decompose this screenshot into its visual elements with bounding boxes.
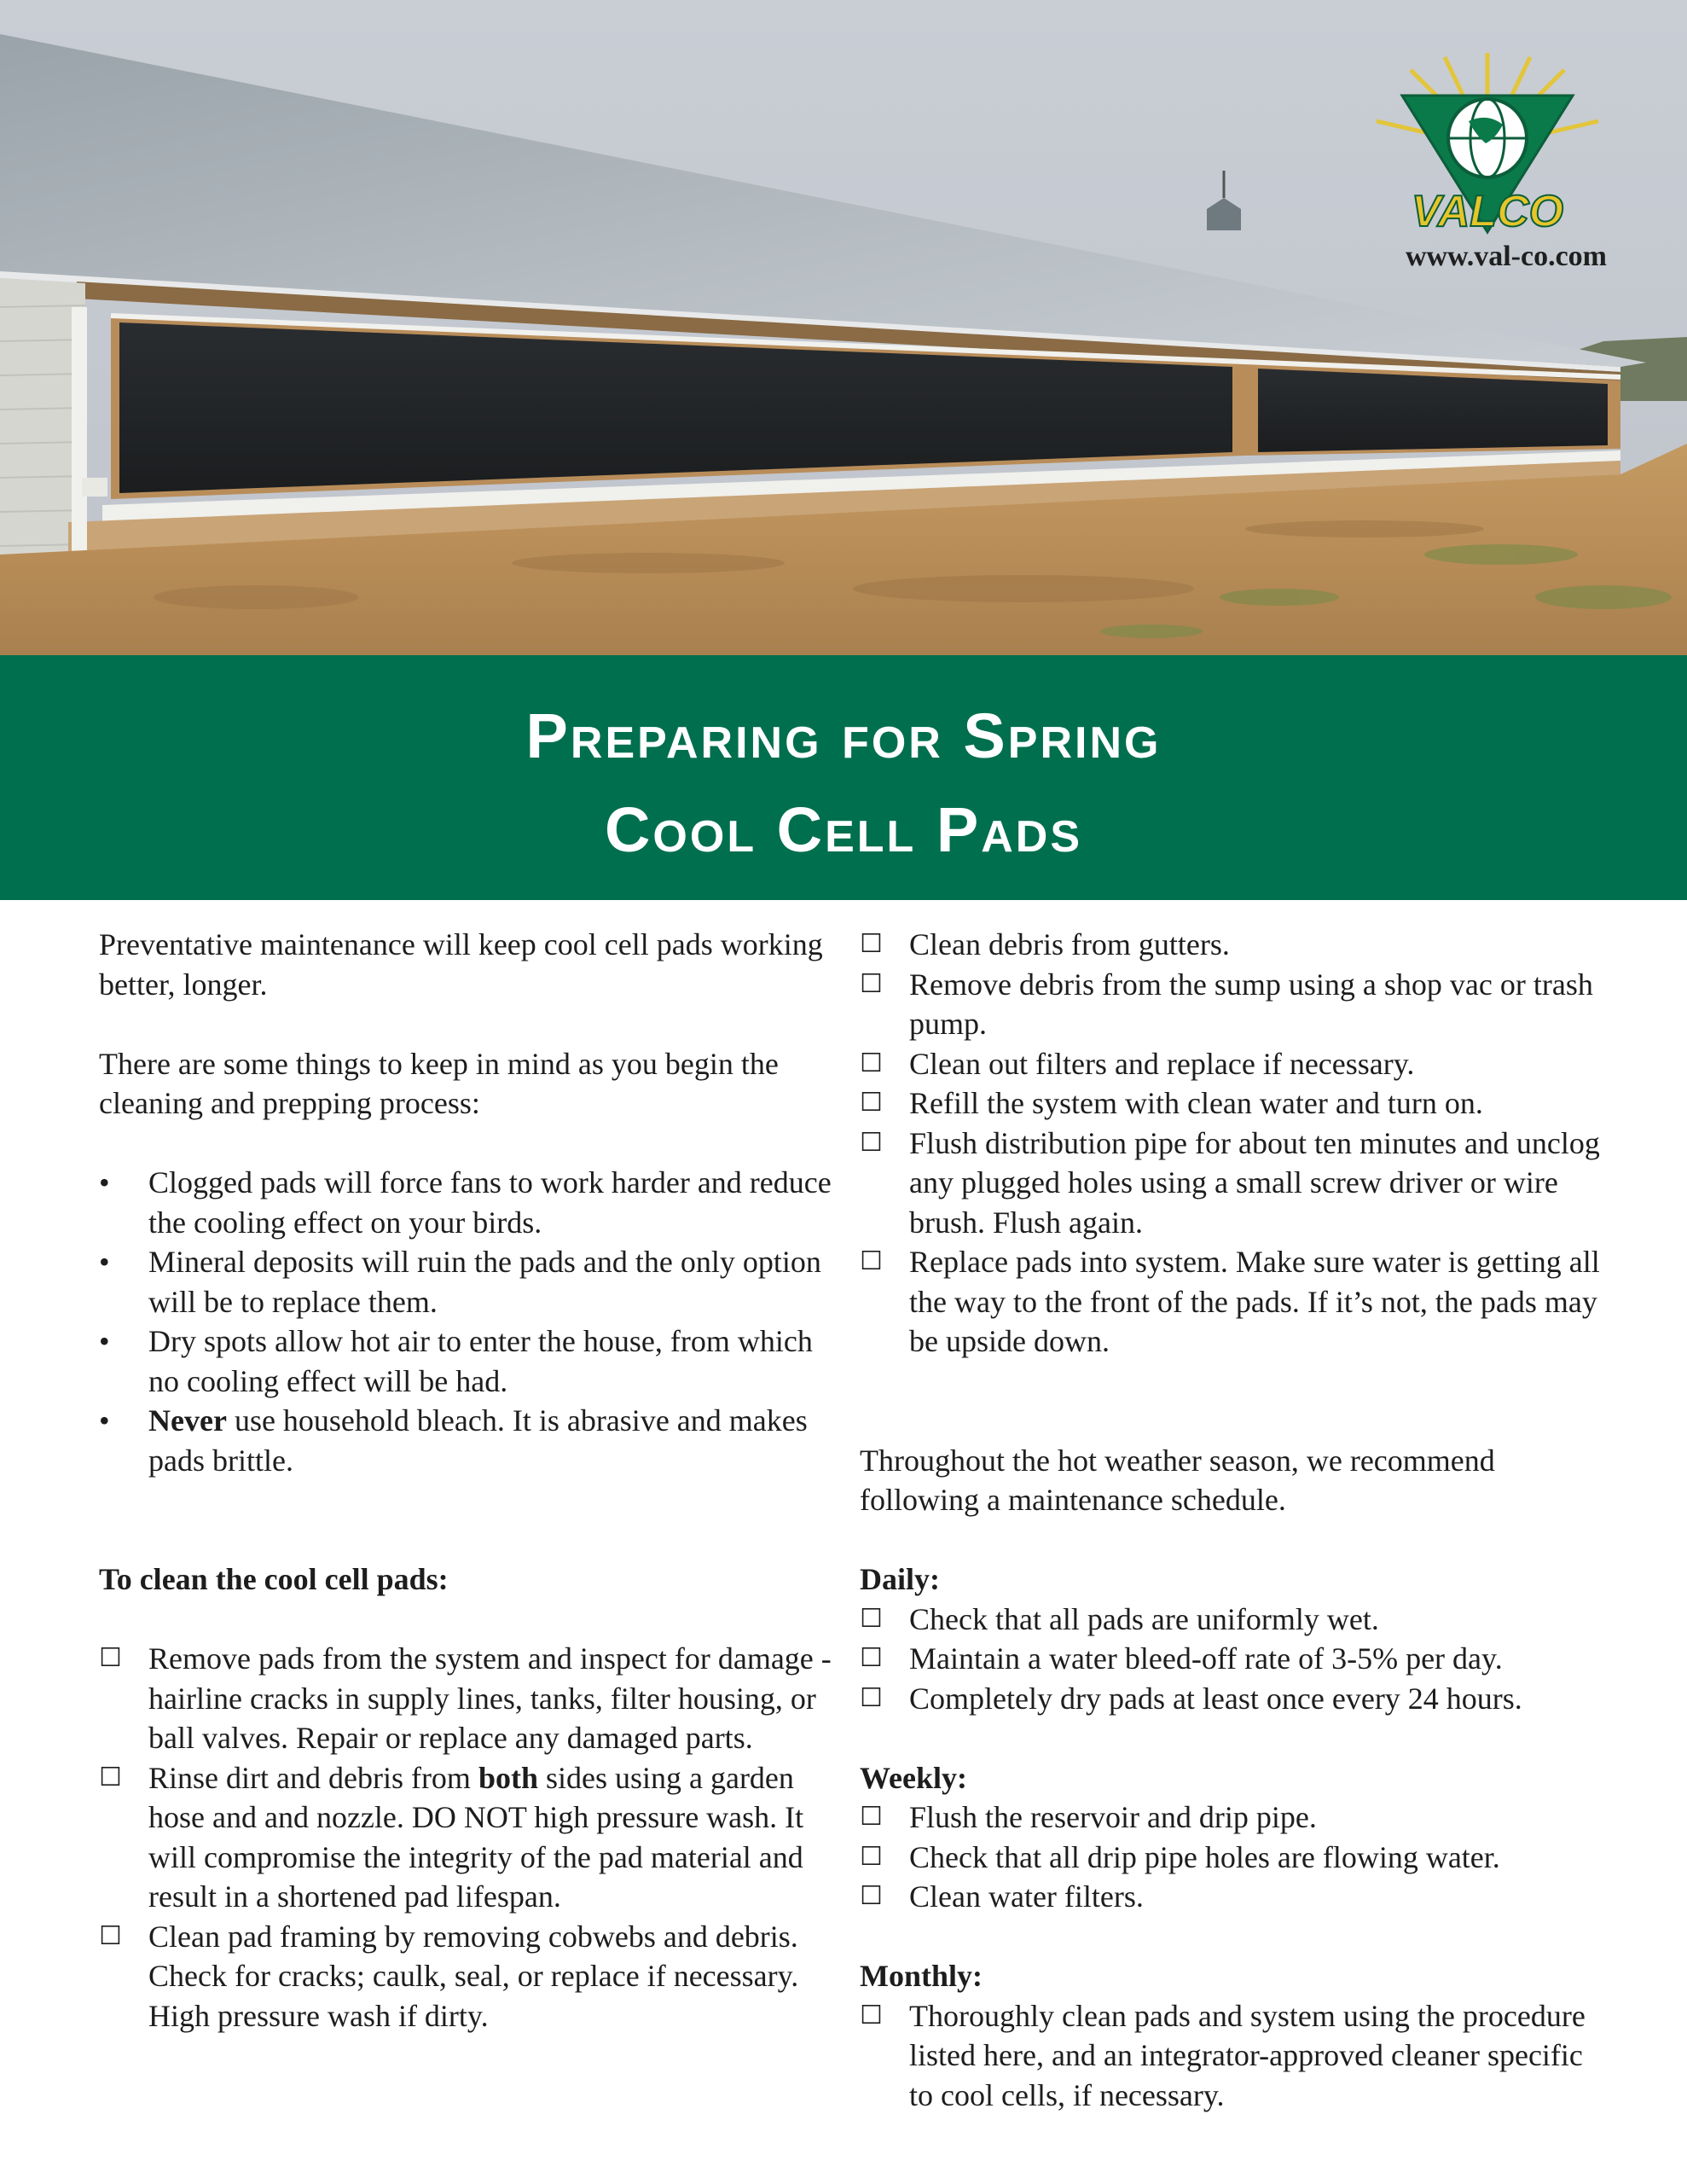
list-item: • Dry spots allow hot air to enter the house, from which no cooling effect will be had. bbox=[99, 1321, 832, 1401]
checkbox-icon: ☐ bbox=[860, 1682, 883, 1713]
bullet-icon: • bbox=[99, 1403, 110, 1438]
checklist-item: ☐ Flush distribution pipe for about ten minutes and unclog any plugged holes using a small screw driver or wire brush. Flush again. bbox=[860, 1124, 1610, 1243]
checkbox-icon: ☐ bbox=[99, 1920, 122, 1951]
checkbox-icon: ☐ bbox=[860, 1643, 883, 1673]
intro-paragraph-2: There are some things to keep in mind as you begin the cleaning and prepping process: bbox=[99, 1046, 779, 1120]
list-item: • Never use household bleach. It is abrasive and makes pads brittle. bbox=[99, 1401, 832, 1480]
checkbox-icon: ☐ bbox=[860, 2000, 883, 2030]
checkbox-icon: ☐ bbox=[99, 1762, 122, 1792]
checklist-item: ☐ Refill the system with clean water and turn on. bbox=[860, 1083, 1610, 1124]
cleaning-steps bbox=[99, 1639, 832, 2036]
daily-list bbox=[860, 1600, 1610, 1719]
checkbox-icon: ☐ bbox=[860, 1802, 883, 1832]
checklist-item: ☐ Thoroughly clean pads and system using the procedure listed here, and an integrator-approved cleaner specific to cool cells, if necessary. bbox=[860, 1996, 1610, 2116]
bullet-icon: • bbox=[99, 1165, 110, 1199]
checkbox-icon: ☐ bbox=[860, 1603, 883, 1634]
checkbox-icon: ☐ bbox=[99, 1643, 122, 1673]
daily-heading: Daily: bbox=[860, 1562, 940, 1596]
left-column bbox=[99, 925, 832, 2036]
checklist-item: ☐ Flush the reservoir and drip pipe. bbox=[860, 1798, 1610, 1838]
page-title-line-1: Preparing for Spring bbox=[525, 700, 1162, 771]
page-title-line-2: Cool Cell Pads bbox=[604, 794, 1082, 865]
logo-wordmark: VALCO bbox=[1411, 187, 1564, 236]
checklist-item: ☐ Rinse dirt and debris from both sides using a garden hose and and nozzle. DO NOT high pressure wash. It will compromise the integrity of the pad material and result in a shortened pad lifespan. bbox=[99, 1758, 832, 1917]
checklist-item: ☐ Remove pads from the system and inspect for damage - hairline cracks in supply lines, tanks, filter housing, or ball valves. Repair or replace any damaged parts. bbox=[99, 1639, 832, 1758]
checkbox-icon: ☐ bbox=[860, 968, 883, 999]
title-band bbox=[0, 655, 1687, 900]
checklist-item: ☐ Clean debris from gutters. bbox=[860, 925, 1610, 965]
weekly-heading: Weekly: bbox=[860, 1760, 967, 1795]
monthly-heading: Monthly: bbox=[860, 1959, 983, 1993]
right-column bbox=[860, 925, 1610, 2115]
website-url: www.val-co.com bbox=[1405, 241, 1607, 272]
checklist-item: ☐ Completely dry pads at least once every 24 hours. bbox=[860, 1679, 1610, 1719]
bullet-icon: • bbox=[99, 1324, 110, 1358]
checklist-item: ☐ Maintain a water bleed-off rate of 3-5% per day. bbox=[860, 1639, 1610, 1679]
cleaning-heading: To clean the cool cell pads: bbox=[99, 1562, 449, 1596]
checklist-item: ☐ Replace pads into system. Make sure water is getting all the way to the front of the pads. If it’s not, the pads may be upside down. bbox=[860, 1242, 1610, 1362]
checklist-item: ☐ Check that all drip pipe holes are flowing water. bbox=[860, 1838, 1610, 1878]
intro-paragraph: Preventative maintenance will keep cool cell pads working better, longer. bbox=[99, 927, 823, 1002]
list-item: • Clogged pads will force fans to work harder and reduce the cooling effect on your birds. bbox=[99, 1163, 832, 1242]
hero-photo bbox=[0, 0, 1687, 655]
checklist-item: ☐ Clean pad framing by removing cobwebs and debris. Check for cracks; caulk, seal, or replace if necessary. High pressure wash if dirty. bbox=[99, 1917, 832, 2036]
checkbox-icon: ☐ bbox=[860, 1881, 883, 1911]
cleaning-steps-continued bbox=[860, 925, 1610, 1362]
checkbox-icon: ☐ bbox=[860, 929, 883, 959]
considerations-list bbox=[99, 1163, 832, 1480]
checkbox-icon: ☐ bbox=[860, 1088, 883, 1118]
checklist-item: ☐ Check that all pads are uniformly wet. bbox=[860, 1600, 1610, 1640]
checkbox-icon: ☐ bbox=[860, 1246, 883, 1276]
checkbox-icon: ☐ bbox=[860, 1127, 883, 1158]
checklist-item: ☐ Remove debris from the sump using a shop vac or trash pump. bbox=[860, 965, 1610, 1044]
checkbox-icon: ☐ bbox=[860, 1048, 883, 1078]
schedule-intro: Throughout the hot weather season, we recommend following a maintenance schedule. bbox=[860, 1443, 1495, 1517]
checkbox-icon: ☐ bbox=[860, 1841, 883, 1872]
bullet-icon: • bbox=[99, 1245, 110, 1279]
weekly-list bbox=[860, 1798, 1610, 1917]
checklist-item: ☐ Clean out filters and replace if necessary. bbox=[860, 1044, 1610, 1084]
checklist-item: ☐ Clean water filters. bbox=[860, 1877, 1610, 1917]
list-item: • Mineral deposits will ruin the pads and the only option will be to replace them. bbox=[99, 1242, 832, 1321]
monthly-list bbox=[860, 1996, 1610, 2116]
